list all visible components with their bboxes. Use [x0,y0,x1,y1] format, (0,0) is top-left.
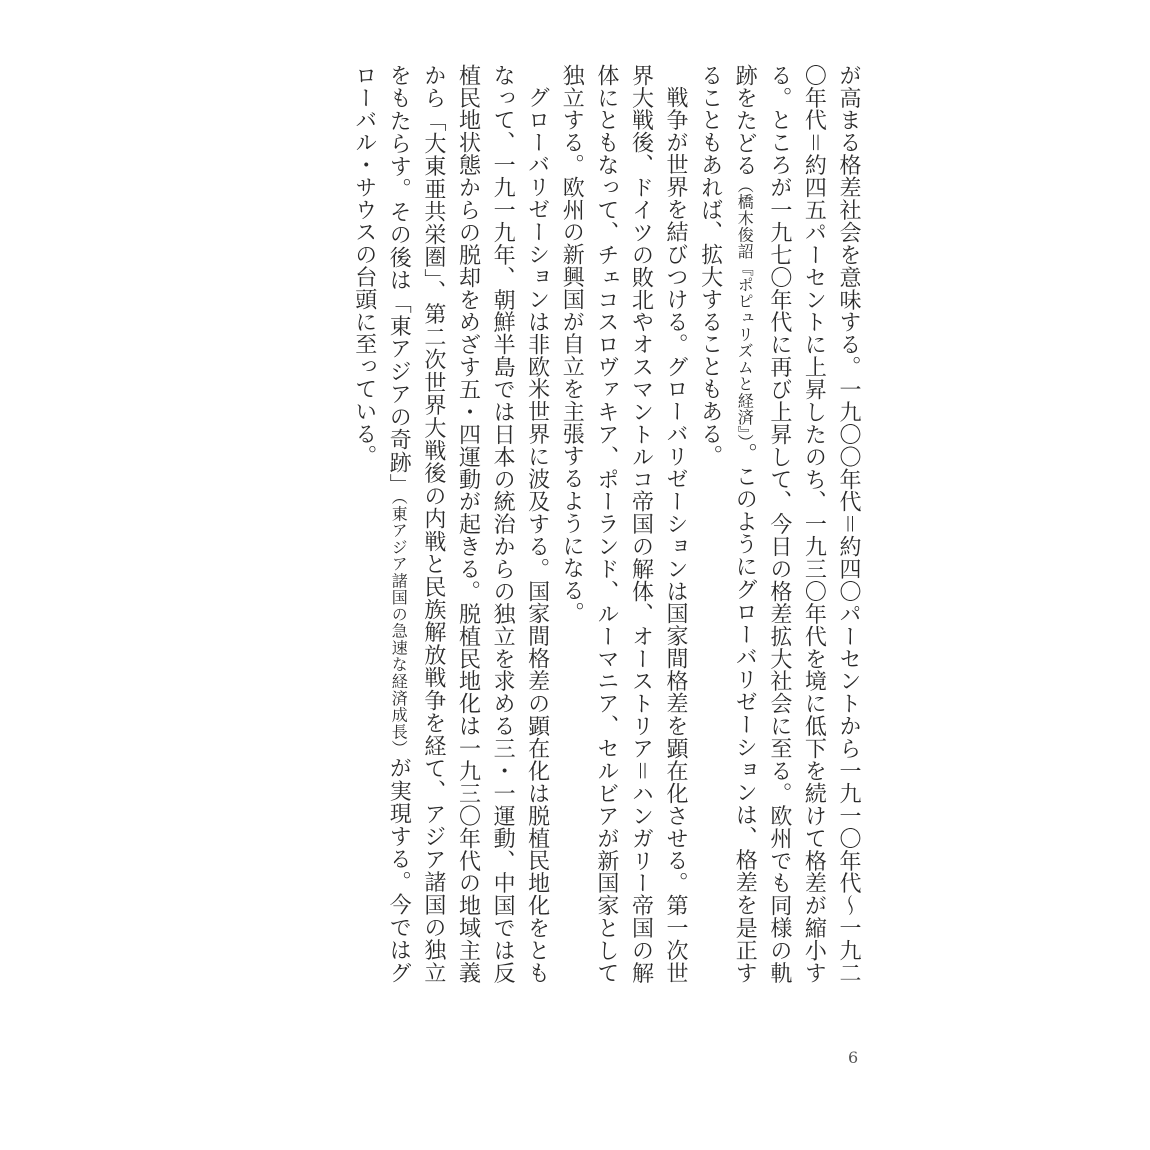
paragraph-3-text-end: が実現する。今ではグローバル・サウスの台頭に至っている。 [351,64,412,984]
paragraph-0-text: が高まる格差社会を意味する。一九〇〇年代＝約四〇パーセントから一九一〇年代〜一九 [836,64,861,962]
paragraph-continuation [692,64,865,984]
paragraph-3-text: グローバリゼーションは非欧米世界に波及する。国家間格差の顕在化は脱植民地化をともなって、一九一九年、朝鮮半島では日本の統治からの独立を求める三・一運動、中国では反植民地状態からの脱却をめざす五・四運動が起きる。脱植民地化は一九三〇年代の地域主義から「大東亜共栄圏」、第二次世界大戦後の内戦と民族解放戦争を経て、アジア諸国の独立をもたらす。その後は「東アジアの奇跡」 [386,64,550,984]
paragraph-decolonization [346,64,554,984]
vertical-text-body [335,64,865,984]
citation-east-asia: （東アジア諸国の急速な経済成長） [389,496,409,757]
paragraph-1-text: 二〇年代＝約四五パーセントに上昇したのち、一九三〇年代を境に低下を続けて格差が縮小する。ところが一九七〇年代に再び上昇して、今日の格差拡大社会に至る。欧州でも同様の軌跡をたどる [732,64,861,984]
paragraph-1-text-end: 。このようにグローバリゼーションは、格差を是正することもあれば、拡大することもある。 [697,64,758,984]
paragraph-war: 戦争が世界を結びつける。グローバリゼーションは国家間格差を顕在化させる。第一次世界大戦後、ドイツの敗北やオスマントルコ帝国の解体、オーストリア＝ハンガリー帝国の解体にともなって、チェコスロヴァキア、ポーランド、ルーマニア、セルビアが新国家として独立する。欧州の新興国が自立を主張するようになる。 [559,64,689,984]
citation-populism: （橋木俊詔『ポピュリズムと経済』） [735,176,755,443]
page-number: 6 [848,1048,859,1067]
